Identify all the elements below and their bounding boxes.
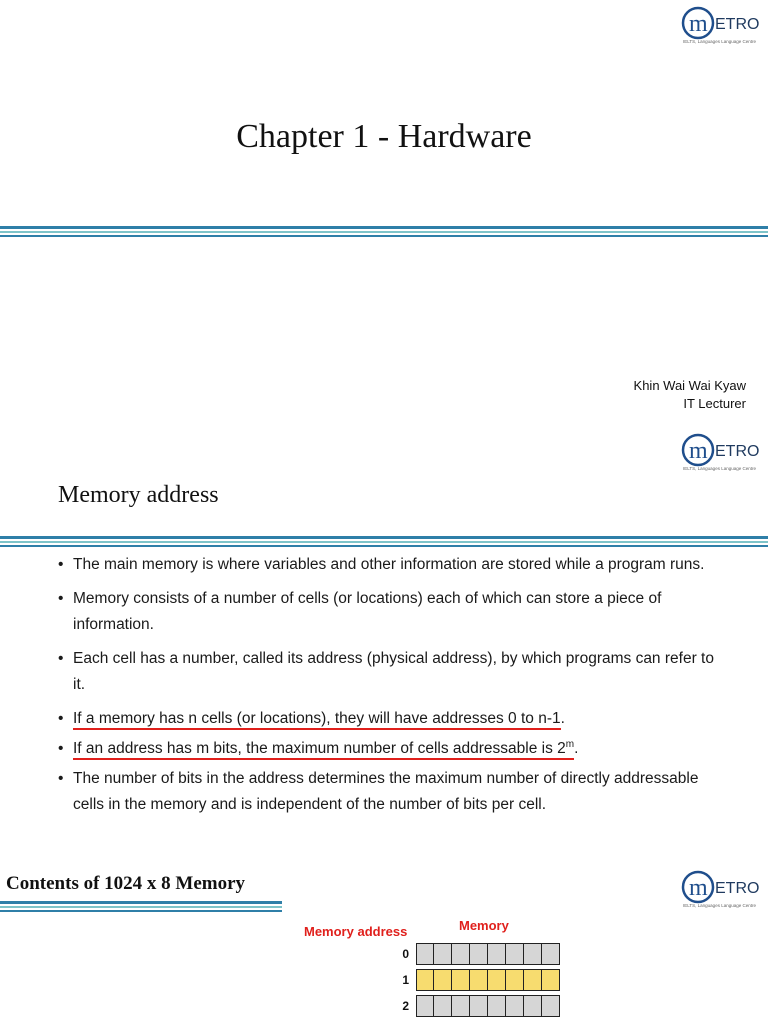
author-block <box>634 377 746 413</box>
address-label: 2 <box>402 999 409 1013</box>
bit-cell <box>542 943 560 965</box>
divider-stripes <box>0 536 768 547</box>
bit-cell <box>470 969 488 991</box>
bit-cell <box>524 943 542 965</box>
bit-cell <box>434 943 452 965</box>
svg-text:IELTS, Languages Language Cent: IELTS, Languages Language Centre <box>683 39 756 44</box>
bullet-list <box>58 552 718 826</box>
bit-cell <box>524 995 542 1017</box>
author-role: IT Lecturer <box>683 396 746 411</box>
svg-text:m: m <box>689 438 708 464</box>
svg-text:ETRO: ETRO <box>715 880 760 897</box>
bullet-item: • Memory consists of a number of cells (or locations) each of which can store a piece of information. <box>58 590 662 633</box>
bit-cell <box>470 943 488 965</box>
underlined-text: If a memory has n cells (or locations), they will have addresses 0 to n-1 <box>73 710 561 730</box>
bit-cell <box>470 995 488 1017</box>
bit-cell <box>416 969 434 991</box>
bit-cell <box>506 943 524 965</box>
bit-cell <box>452 969 470 991</box>
underlined-text: If an address has m bits, the maximum number of cells addressable is 2$^m$ <box>73 740 574 760</box>
bit-cell <box>488 969 506 991</box>
svg-text:ETRO: ETRO <box>715 16 760 33</box>
bit-cell <box>416 995 434 1017</box>
address-label: 0 <box>402 947 409 961</box>
divider-stripes <box>0 901 282 912</box>
memory-row <box>416 995 560 1017</box>
svg-text:ETRO: ETRO <box>715 443 760 460</box>
bit-cell <box>416 943 434 965</box>
svg-text:m: m <box>689 11 708 37</box>
memory-label: Memory <box>459 918 509 933</box>
slide-title: Memory address <box>58 482 219 508</box>
title-slide <box>0 0 768 470</box>
divider-stripes <box>0 226 768 237</box>
bullet-item: • If a memory has n cells (or locations), they will have addresses 0 to n-1. <box>58 706 718 732</box>
bit-cell <box>434 969 452 991</box>
memory-address-label: Memory address <box>304 924 408 939</box>
bit-cell <box>542 995 560 1017</box>
svg-text:IELTS, Languages Language Cent: IELTS, Languages Language Centre <box>683 466 756 471</box>
address-label: 1 <box>402 973 409 987</box>
memory-contents-slide <box>0 865 768 1024</box>
slide-title: Contents of 1024 x 8 Memory <box>6 873 246 894</box>
bit-cell <box>524 969 542 991</box>
svg-text:m: m <box>689 875 708 901</box>
chapter-title: Chapter 1 - Hardware <box>236 118 532 155</box>
bit-cell <box>506 995 524 1017</box>
memory-address-slide <box>0 470 768 865</box>
metro-logo <box>678 3 764 51</box>
bit-cell <box>542 969 560 991</box>
memory-row <box>416 943 560 965</box>
memory-row <box>416 969 560 991</box>
svg-text:IELTS, Languages Language Cent: IELTS, Languages Language Centre <box>683 903 756 908</box>
bit-cell <box>506 969 524 991</box>
bullet-item: • Each cell has a number, called its address (physical address), by which programs can refer to it. <box>58 650 714 693</box>
bit-cell <box>488 943 506 965</box>
bit-cell <box>452 943 470 965</box>
metro-logo <box>678 867 764 915</box>
bullet-item: • The main memory is where variables and other information are stored while a program runs. <box>58 556 705 573</box>
bit-cell <box>434 995 452 1017</box>
bullet-item: • The number of bits in the address determines the maximum number of directly addressable cells in the memory and is independent of the number of bits per cell. <box>58 770 699 813</box>
bit-cell <box>452 995 470 1017</box>
bullet-item: • If an address has m bits, the maximum number of cells addressable is 2$^m$. <box>58 736 718 762</box>
bit-cell <box>488 995 506 1017</box>
author-name: Khin Wai Wai Kyaw <box>633 378 746 393</box>
